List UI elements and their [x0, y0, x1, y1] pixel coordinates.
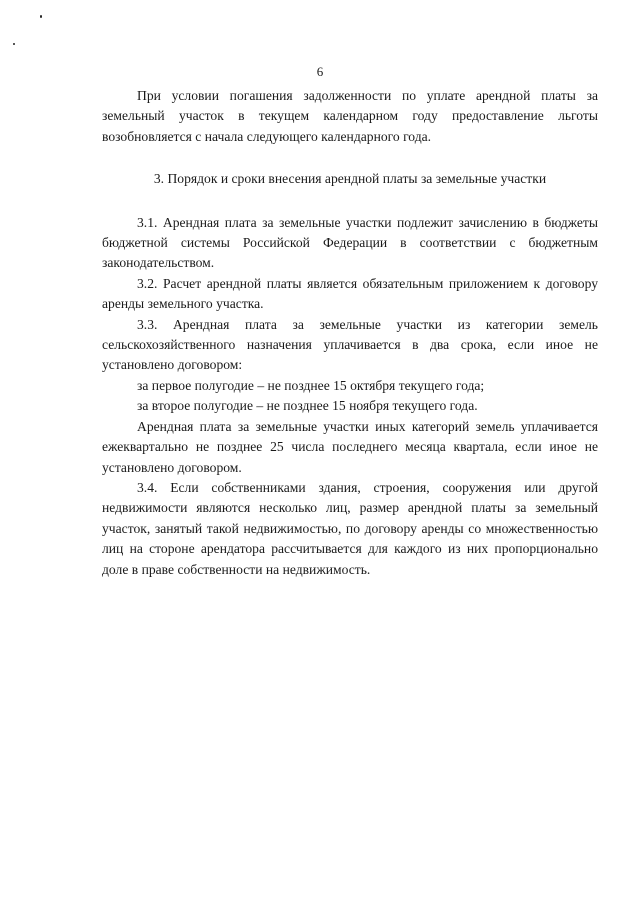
- paragraph-3-1: 3.1. Арендная плата за земельные участки подлежит зачислению в бюджеты бюджетной системы Российской Федерации в соответствии с бюджетным законодательством.: [102, 214, 598, 271]
- scan-speck: [40, 15, 42, 18]
- paragraph-3-2: 3.2. Расчет арендной платы является обязательным приложением к договору аренды земельного участка.: [102, 275, 598, 312]
- intro-paragraph: При условии погашения задолженности по уплате арендной платы за земельный участок в текущем календарном году предоставление льготы возобновляется с начала следующего календарного года.: [102, 88, 598, 144]
- term-second-half: за второе полугодие – не позднее 15 ноября текущего года.: [137, 398, 478, 414]
- scan-speck: [13, 43, 15, 45]
- paragraph-3-4: 3.4. Если собственниками здания, строения, сооружения или другой недвижимости являются несколько лиц, размер арендной платы за земельный участок, занятый такой недвижимостью, по договору аренды со множественностью лиц на стороне арендатора рассчитывается для каждого из них пропорционально доле в праве собственности на недвижимость.: [102, 479, 598, 577]
- paragraph-3-3-other: Арендная плата за земельные участки иных категорий земель уплачивается ежеквартально не позднее 25 числа последнего месяца квартала, если иное не установлено договором.: [102, 418, 598, 475]
- document-body: [102, 86, 598, 580]
- paragraph-3-3: 3.3. Арендная плата за земельные участки из категории земель сельскохозяйственного назначения уплачивается в два срока, если иное не установлено договором:: [102, 316, 598, 373]
- page-number: 6: [316, 64, 324, 79]
- section-title: 3. Порядок и сроки внесения арендной платы за земельные участки: [153, 171, 547, 187]
- term-first-half: за первое полугодие – не позднее 15 октября текущего года;: [137, 377, 485, 393]
